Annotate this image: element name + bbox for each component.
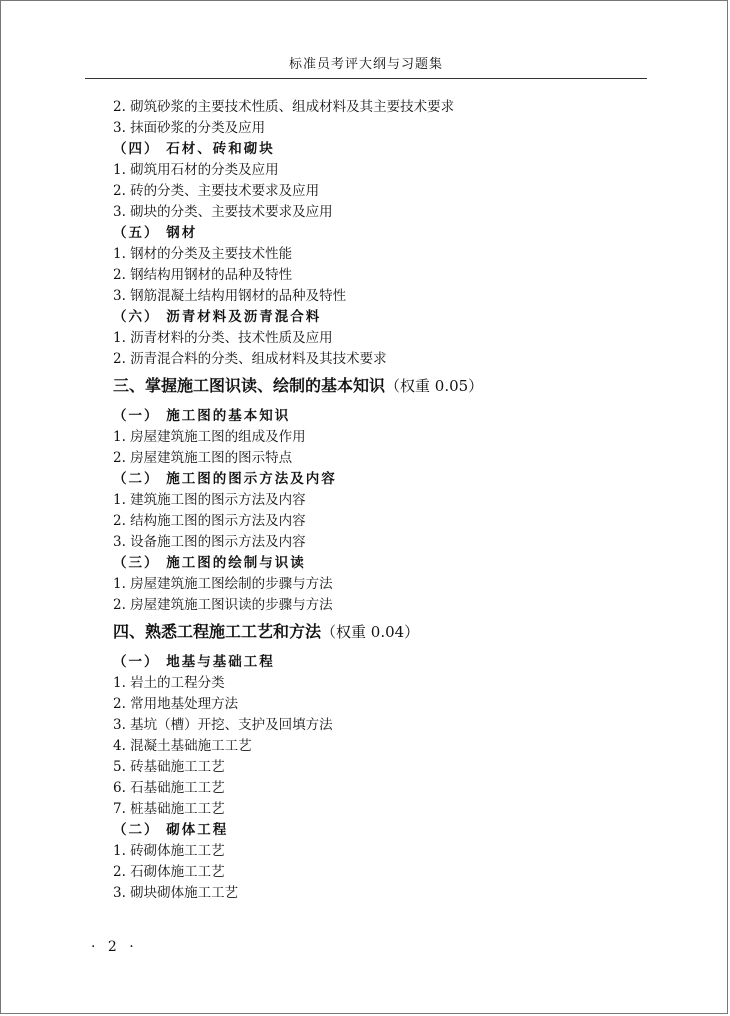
section-heading xyxy=(113,375,653,397)
section-title: 四、熟悉工程施工工艺和方法 xyxy=(113,622,322,641)
list-item: 2. 砌筑砂浆的主要技术性质、组成材料及其主要技术要求 xyxy=(113,99,455,115)
list-item: 1. 建筑施工图的图示方法及内容 xyxy=(113,492,306,508)
list-item: 3. 设备施工图的图示方法及内容 xyxy=(113,534,306,550)
list-item: 6. 石基础施工工艺 xyxy=(113,780,225,796)
list-item: 3. 砌块的分类、主要技术要求及应用 xyxy=(113,204,333,220)
section-weight: （权重 0.05） xyxy=(385,377,484,395)
list-item: 3. 抹面砂浆的分类及应用 xyxy=(113,120,266,136)
list-item: 4. 混凝土基础施工工艺 xyxy=(113,738,252,754)
list-item: 3. 基坑（槽）开挖、支护及回填方法 xyxy=(113,717,333,733)
section-title: 三、掌握施工图识读、绘制的基本知识 xyxy=(113,376,386,395)
list-item: 7. 桩基础施工工艺 xyxy=(113,801,225,817)
list-item: 2. 沥青混合料的分类、组成材料及其技术要求 xyxy=(113,351,387,367)
subsection-heading: （二） 施工图的图示方法及内容 xyxy=(113,471,337,487)
list-item: 1. 房屋建筑施工图绘制的步骤与方法 xyxy=(113,576,333,592)
list-item: 2. 砖的分类、主要技术要求及应用 xyxy=(113,183,320,199)
subsection-heading: （一） 地基与基础工程 xyxy=(113,654,275,670)
section-weight: （权重 0.04） xyxy=(321,623,420,641)
subsection-heading: （二） 砌体工程 xyxy=(113,822,229,838)
page-content xyxy=(113,97,653,904)
list-item: 1. 房屋建筑施工图的组成及作用 xyxy=(113,429,306,445)
list-item: 1. 钢材的分类及主要技术性能 xyxy=(113,246,293,262)
list-item: 2. 常用地基处理方法 xyxy=(113,696,239,712)
list-item: 1. 砖砌体施工工艺 xyxy=(113,843,225,859)
list-item: 2. 房屋建筑施工图的图示特点 xyxy=(113,450,293,466)
list-item: 3. 钢筋混凝土结构用钢材的品种及特性 xyxy=(113,288,347,304)
running-header: 标准员考评大纲与习题集 xyxy=(288,57,443,72)
page-number: · 2 · xyxy=(91,939,138,955)
list-item: 5. 砖基础施工工艺 xyxy=(113,759,225,775)
list-item: 1. 岩土的工程分类 xyxy=(113,675,225,691)
header-rule xyxy=(85,78,647,79)
subsection-heading: （四） 石材、砖和砌块 xyxy=(113,141,275,157)
list-item: 2. 结构施工图的图示方法及内容 xyxy=(113,513,306,529)
subsection-heading: （六） 沥青材料及沥青混合料 xyxy=(113,309,322,325)
section-heading xyxy=(113,621,653,643)
list-item: 2. 钢结构用钢材的品种及特性 xyxy=(113,267,293,283)
list-item: 2. 房屋建筑施工图识读的步骤与方法 xyxy=(113,597,333,613)
list-item: 1. 沥青材料的分类、技术性质及应用 xyxy=(113,330,333,346)
list-item: 2. 石砌体施工工艺 xyxy=(113,864,225,880)
subsection-heading: （三） 施工图的绘制与识读 xyxy=(113,555,306,571)
subsection-heading: （五） 钢材 xyxy=(113,225,198,241)
list-item: 3. 砌块砌体施工工艺 xyxy=(113,885,239,901)
subsection-heading: （一） 施工图的基本知识 xyxy=(113,408,291,424)
list-item: 1. 砌筑用石材的分类及应用 xyxy=(113,162,279,178)
